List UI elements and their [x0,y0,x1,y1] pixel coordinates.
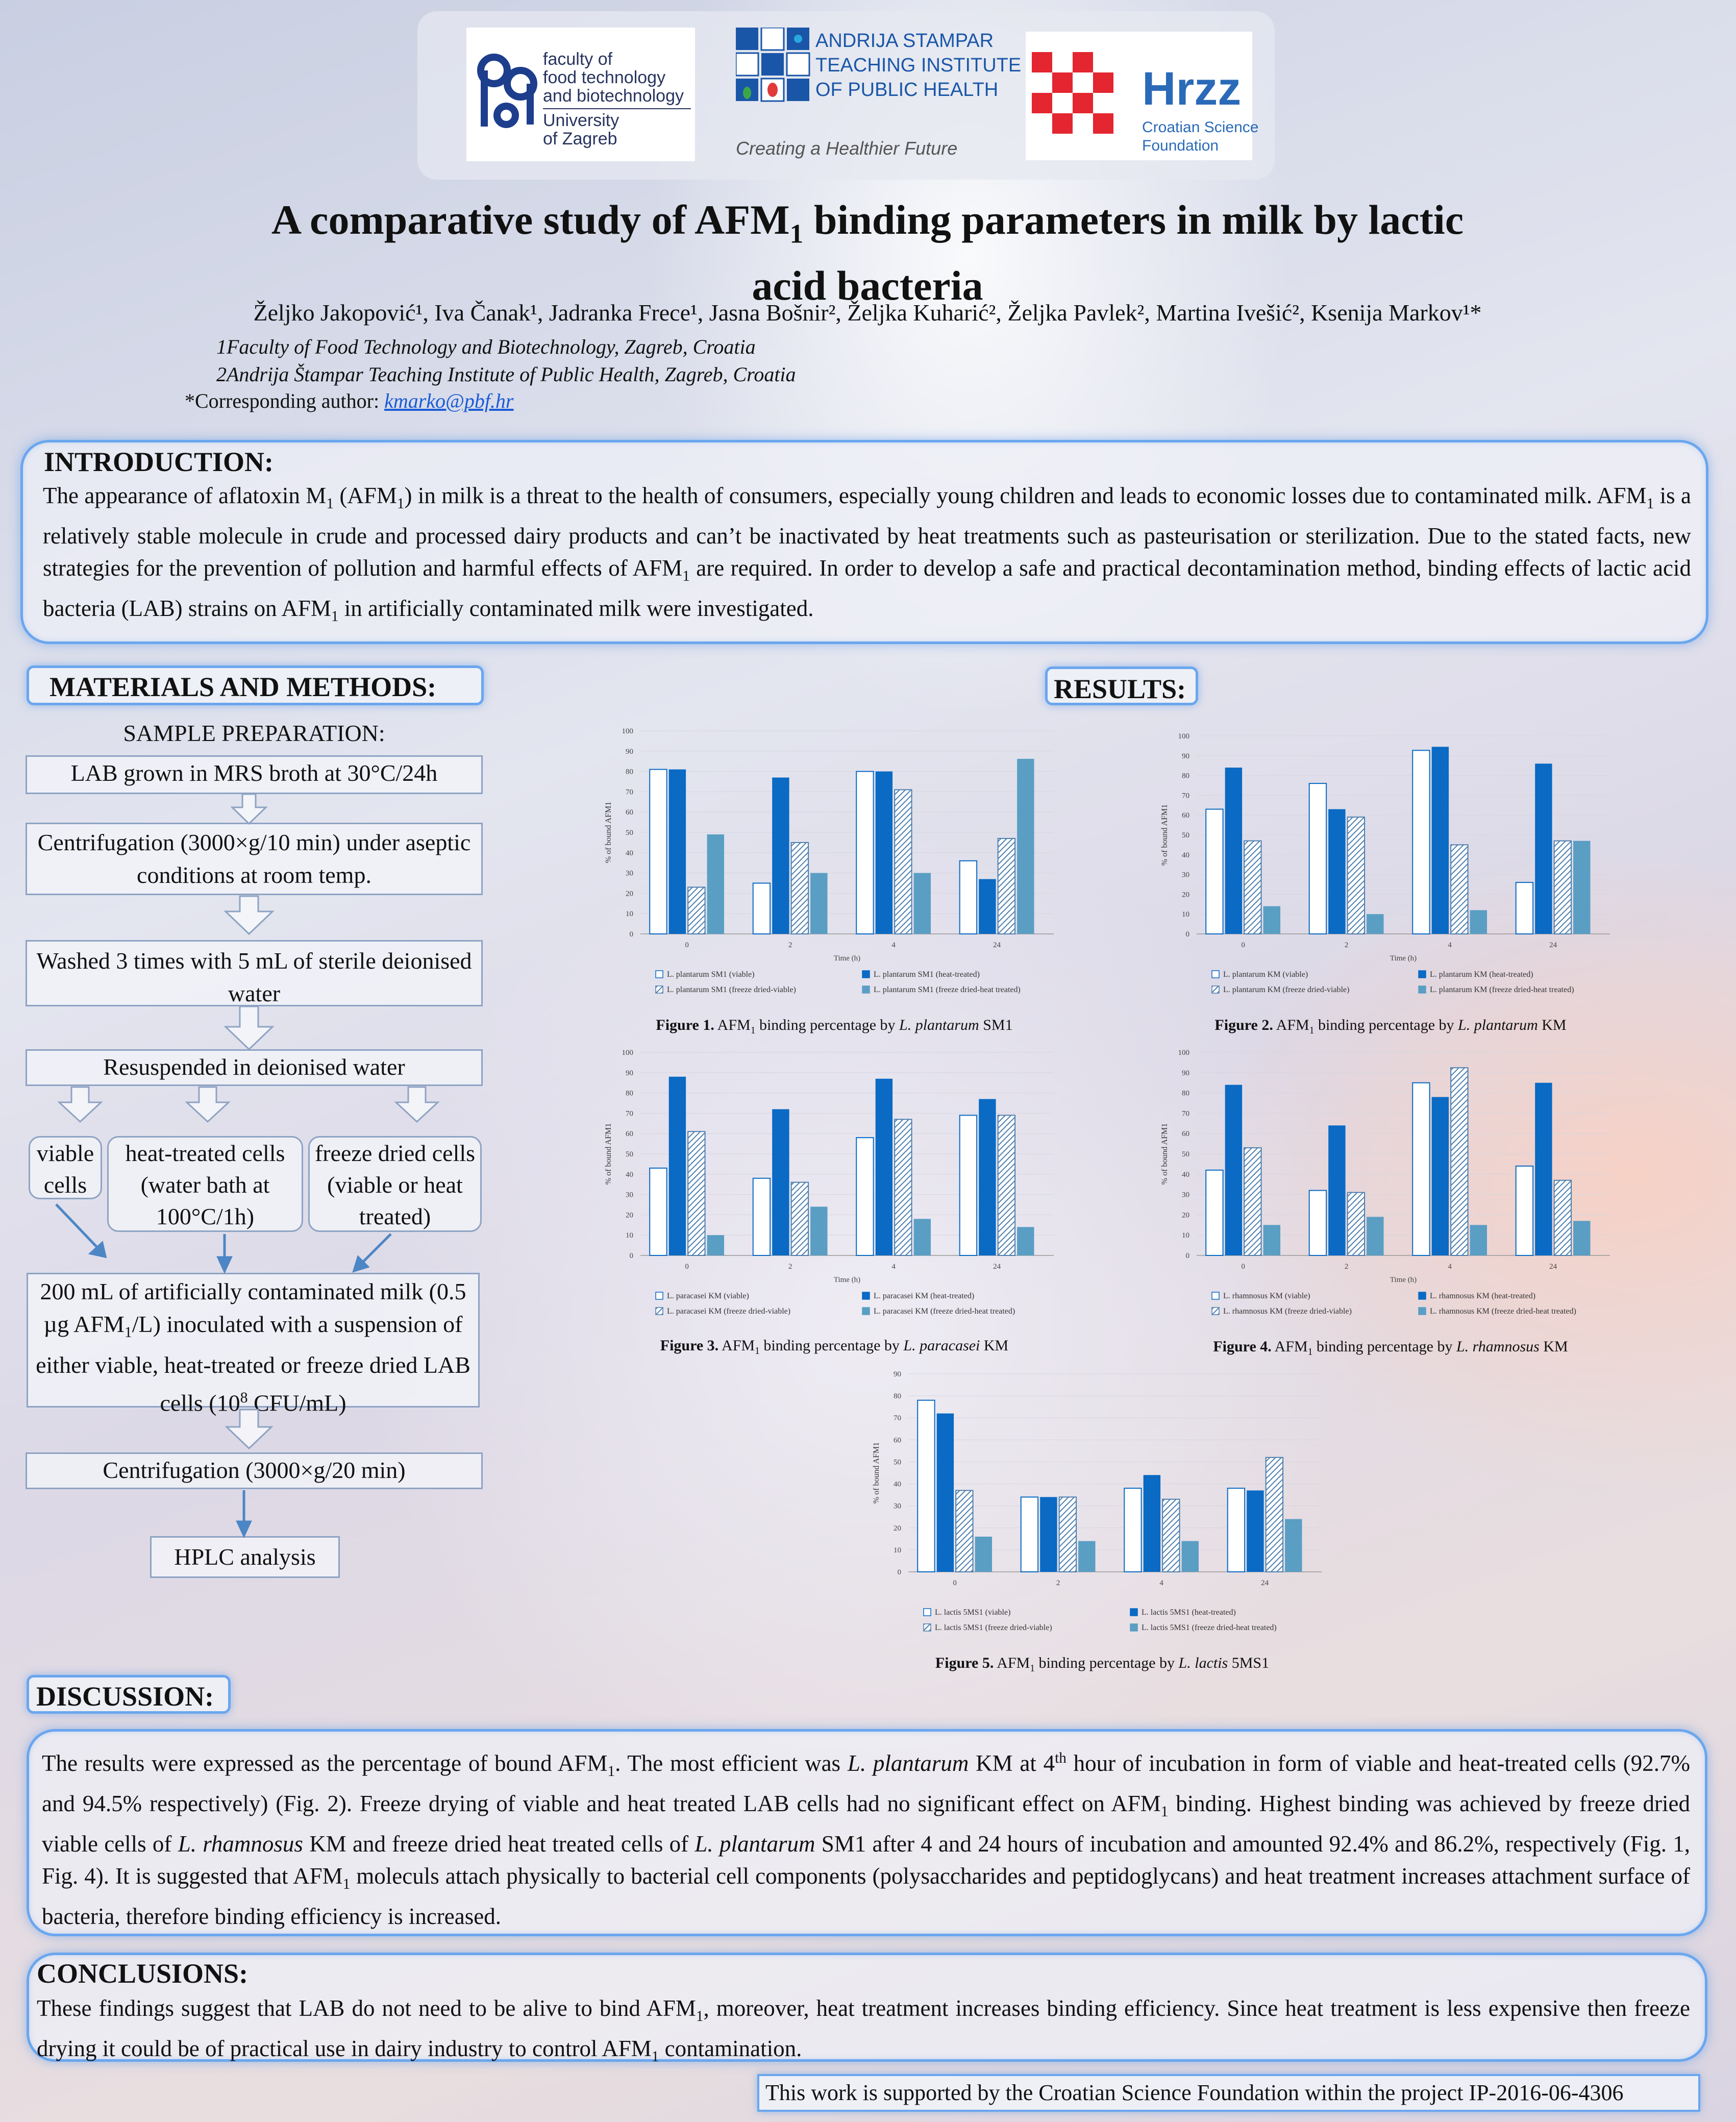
bar [1516,882,1533,934]
y-tick-label: 20 [1182,891,1189,899]
step-lab-grown: LAB grown in MRS broth at 30°C/24h [26,755,483,794]
legend-swatch [1212,971,1219,978]
legend-swatch [862,971,870,978]
bar [1412,1083,1429,1255]
y-tick-label: 40 [1182,851,1189,859]
conclusions-title: CONCLUSIONS: [37,1958,249,1989]
y-tick-label: 100 [622,1049,633,1057]
x-tick-label: 4 [891,941,896,949]
bar [1328,1125,1345,1255]
bar [917,1400,934,1572]
pbf-line1: faculty of [543,50,613,69]
figure-4-caption: Figure 4. $AFM_1$ binding percentage by L. rhamnosus KM [1213,1338,1568,1358]
legend-entry: L. plantarum KM (freeze dried-viable) [1223,985,1350,994]
stampar-line1: ANDRIJA STAMPAR [815,30,994,52]
arrow-down-1 [232,794,266,824]
legend-swatch [1130,1624,1137,1631]
legend-swatch [656,1292,663,1299]
legend-swatch [862,1307,870,1315]
legend-entry: L. plantarum SM1 (heat-treated) [874,970,980,979]
pbf-logo [466,28,695,161]
y-tick-label: 10 [1182,1231,1189,1240]
bar [1348,817,1365,934]
step-centrifugation-2: Centrifugation (3000×g/20 min) [26,1452,483,1489]
logo-bar [417,11,1275,180]
legend-entry: L. lactis 5MS1 (viable) [935,1608,1011,1617]
x-tick-label: 2 [788,1263,792,1271]
bar [1263,1225,1280,1255]
bar [1554,1180,1571,1255]
bar [960,861,977,934]
y-tick-label: 80 [894,1392,901,1401]
bar [1078,1541,1095,1572]
discussion-title: DISCUSSION: [27,1675,231,1714]
x-tick-label: 2 [788,941,792,949]
bar [956,1490,973,1572]
y-tick-label: 30 [894,1502,901,1511]
bar [1162,1499,1179,1572]
bar [1182,1541,1199,1572]
bar [914,873,931,934]
bar [1059,1497,1076,1572]
x-tick-label: 4 [891,1263,896,1271]
stampar-line2: TEACHING INSTITUTE [815,55,1022,76]
y-tick-label: 50 [1182,831,1189,840]
legend-swatch [862,1292,870,1299]
stampar-logo [736,28,1022,161]
corresponding-author: *Corresponding author: kmarko@pbf.hr [185,389,514,412]
bar [707,1235,724,1255]
bar [707,834,724,934]
pbf-line4: University [543,111,619,130]
figure-2-caption: Figure 2. $AFM_1$ binding percentage by L. plantarum KM [1214,1017,1567,1036]
legend-swatch [656,971,663,978]
y-tick-label: 60 [626,1130,633,1139]
bar [1309,783,1326,934]
bar [1206,1170,1223,1255]
hrzz-wordmark: Hrzz [1142,63,1242,115]
legend-entry: L. paracasei KM (freeze dried-viable) [667,1307,791,1316]
stampar-line3: OF PUBLIC HEALTH [815,79,999,101]
legend-swatch [862,986,870,993]
y-tick-label: 30 [626,869,633,878]
y-tick-label: 80 [626,1089,633,1098]
figure-5-caption: Figure 5. $AFM_1$ binding percentage by L. lactis 5MS1 [935,1655,1270,1674]
bar [753,1178,770,1255]
y-tick-label: 0 [629,930,633,939]
pbf-mark-icon [474,50,540,137]
bar [1285,1519,1302,1572]
y-tick-label: 100 [1178,1049,1189,1057]
bar [856,772,873,934]
x-axis-label: Time (h) [1390,1276,1417,1284]
affiliation-1: 1Faculty of Food Technology and Biotechnology, Zagreb, Croatia [216,335,756,358]
figure-4-chart [1156,1041,1625,1332]
x-tick-label: 24 [1549,941,1557,949]
figure-3-caption: Figure 3. $AFM_1$ binding percentage by L. paracasei KM [660,1337,1009,1356]
hrzz-logo-text [1142,118,1258,155]
y-tick-label: 70 [1182,792,1189,800]
y-tick-label: 0 [1185,1252,1189,1260]
y-tick-label: 70 [1182,1109,1189,1118]
y-tick-label: 40 [626,1170,633,1179]
legend-entry: L. plantarum KM (viable) [1223,970,1308,979]
bar [1535,1083,1552,1255]
y-tick-label: 90 [626,747,633,756]
bar [1021,1497,1038,1572]
x-tick-label: 2 [1056,1579,1060,1587]
y-tick-label: 90 [1182,1069,1189,1077]
x-tick-label: 0 [685,1263,689,1271]
branch-heat-treated: heat-treated cells (water bath at 100°C/1h) [107,1136,303,1232]
hrzz-logo [1026,32,1259,160]
bar [688,887,705,934]
legend-entry: L. rhamnosus KM (freeze dried-heat treated) [1430,1307,1576,1316]
bar [650,1168,666,1255]
x-tick-label: 0 [953,1579,957,1587]
legend-swatch [1212,1307,1219,1315]
bar [1554,841,1571,934]
bar [937,1414,954,1572]
bar [1367,914,1383,934]
bar [1206,809,1223,934]
legend-entry: L. lactis 5MS1 (heat-treated) [1142,1608,1236,1617]
bar [1247,1490,1263,1572]
y-tick-label: 20 [626,1211,633,1220]
step-milk-inoculation: 200 mL of artificially contaminated milk (0.5 µg $AFM_1/L$) inoculated with a suspension of either viable, heat-treated or freeze dried LAB cells ($10^8$ CFU/mL) [27,1273,480,1408]
y-tick-label: 10 [1182,910,1189,919]
step-washing: Washed 3 times with 5 mL of sterile deionised water [26,940,483,1006]
x-axis-label: Time (h) [833,954,861,963]
introduction-text: The appearance of aflatoxin $M_1$ $(AFM_1)$ in milk is a threat to the health of consumers, especially young children and leads to economic losses due to contaminated milk. $AFM_1$ is a relatively stable molecule in crude and processed dairy products and can’t be inactivated by heat treatments such as pasteurisation or sterilization. Due to the stated facts, new strategies for the prevention of pollution and harmful effects of $AFM_1$ are required. In order to develop a safe and practical decontamination method, binding effects of lactic acid bacteria (LAB) strains on $AFM_1$ in artificially contaminated milk were investigated. [43,483,1691,625]
funding-note: This work is supported by the Croatian Science Foundation within the project IP-2016-06-4306 [757,2074,1700,2112]
step-hplc: HPLC analysis [150,1536,340,1578]
bar [1348,1193,1365,1255]
bar [1470,1225,1487,1255]
y-axis-label: % of bound AFM1 [604,801,613,863]
discussion-text: The results were expressed as the percentage of bound $AFM_1$. The most efficient was L. plantarum KM at 4th hour of incubation in form of viable and heat-treated cells (92.7% and 94.5% respectively) (Fig. 2). Freeze drying of viable and heat treated LAB cells had no significant effect on $AFM_1$ binding. Highest binding was achieved by freeze dried viable cells of L. rhamnosus KM and freeze dried heat treated cells of L. plantarum SM1 after 4 and 24 hours of incubation and amounted 92.4% and 86.2%, respectively (Fig. 1, Fig. 4). It is suggested that $AFM_1$ moleculs attach physically to bacterial cell components (polysaccharides and peptidoglycans) and heat treatment increases attachment surface of bacteria, therefore binding efficiency is increased. [42,1750,1691,1929]
bar [1263,906,1280,934]
x-tick-label: 0 [685,941,689,949]
bar [1432,747,1449,934]
x-tick-label: 0 [1241,1263,1245,1271]
legend-swatch [1419,1307,1426,1315]
legend-entry: L. lactis 5MS1 (freeze dried-heat treated) [1142,1623,1277,1632]
conclusions-text: These findings suggest that LAB do not need to be alive to bind $AFM_1$, moreover, heat treatment increases binding efficiency. Since heat treatment is less expensive then freeze drying it could be of practical use in dairy industry to control $AFM_1$ contamination. [37,1995,1690,2065]
bar [1412,750,1429,934]
y-tick-label: 40 [1182,1170,1189,1179]
bar [979,879,996,934]
y-tick-label: 60 [1182,811,1189,820]
bar [895,1119,911,1255]
legend-swatch [1419,986,1426,993]
bar [688,1131,705,1255]
arrow-branch-3 [396,1087,438,1122]
bar [1144,1475,1160,1572]
corresponding-email-link[interactable]: kmarko@pbf.hr [384,389,514,412]
arrow-branch-2 [187,1087,229,1122]
legend-swatch [656,1307,663,1315]
legend-entry: L. lactis 5MS1 (freeze dried-viable) [935,1623,1052,1632]
x-tick-label: 4 [1159,1579,1163,1587]
y-tick-label: 20 [626,890,633,898]
hrzz-mark-icon [1032,52,1134,139]
y-tick-label: 80 [1182,772,1189,780]
x-axis-label: Time (h) [833,1276,861,1284]
figure-2-chart [1156,725,1625,1010]
y-tick-label: 60 [1182,1130,1189,1139]
introduction-title: INTRODUCTION: [44,447,274,477]
legend-entry: L. plantarum KM (heat-treated) [1430,970,1533,979]
bar [895,789,911,934]
y-tick-label: 100 [622,727,633,735]
pbf-line3: and biotechnology [543,86,684,106]
bar [856,1138,873,1255]
bar [975,1537,992,1572]
stampar-mark-icon [736,28,812,125]
x-tick-label: 24 [993,941,1001,949]
legend-swatch [1212,986,1219,993]
bar [1040,1497,1057,1572]
arrow-down-3 [226,1006,272,1049]
pbf-logo-text [543,50,691,148]
y-tick-label: 50 [1182,1150,1189,1158]
flow-arrows [0,791,490,1541]
bar [1451,845,1468,934]
arrow-down-4 [227,1410,271,1448]
bar [1017,759,1034,934]
sample-prep-heading: SAMPLE PREPARATION: [123,720,385,746]
pbf-line5: of Zagreb [543,129,617,149]
legend-entry: L. plantarum KM (freeze dried-heat treated) [1430,985,1574,994]
bar [1328,809,1345,934]
legend-swatch [1419,971,1426,978]
stampar-tagline: Creating a Healthier Future [736,138,958,159]
x-tick-label: 4 [1448,1263,1452,1271]
y-tick-label: 0 [1185,930,1189,939]
bar [1516,1166,1533,1255]
bar [772,778,789,934]
legend-entry: L. paracasei KM (freeze dried-heat treated) [874,1307,1015,1316]
bar [960,1115,977,1255]
arrow-fd-to-milk [360,1234,391,1265]
bar [914,1219,931,1255]
legend-entry: L. paracasei KM (viable) [667,1292,749,1300]
y-tick-label: 90 [1182,752,1189,760]
y-tick-label: 90 [894,1370,901,1378]
affiliation-2: 2Andrija Štampar Teaching Institute of Public Health, Zagreb, Croatia [216,363,796,386]
x-tick-label: 24 [993,1263,1001,1271]
y-tick-label: 70 [626,788,633,797]
bar [1432,1097,1449,1255]
y-tick-label: 60 [626,808,633,817]
y-tick-label: 30 [1182,1191,1189,1199]
figure-3-chart [600,1041,1069,1332]
y-axis-label: % of bound AFM1 [872,1442,881,1504]
y-tick-label: 40 [894,1480,901,1489]
y-tick-label: 20 [894,1524,901,1533]
bar [1244,841,1261,934]
x-tick-label: 4 [1448,941,1452,949]
results-title: RESULTS: [1045,667,1198,705]
bar [1225,1085,1242,1255]
bar [1451,1068,1468,1255]
legend-swatch [924,1609,931,1616]
arrow-down-2 [226,896,272,934]
arrow-viable-to-milk [56,1204,100,1250]
x-tick-label: 2 [1344,1263,1349,1271]
figure-1-caption: Figure 1. $AFM_1$ binding percentage by L. plantarum SM1 [656,1017,1013,1036]
y-tick-label: 70 [626,1109,633,1118]
y-tick-label: 80 [626,768,633,776]
bar [810,873,827,934]
x-tick-label: 24 [1261,1579,1269,1587]
bar [753,883,770,934]
y-tick-label: 20 [1182,1211,1189,1220]
y-tick-label: 80 [1182,1089,1189,1098]
legend-entry: L. rhamnosus KM (viable) [1223,1292,1310,1300]
bar [1470,910,1487,934]
legend-entry: L. rhamnosus KM (heat-treated) [1430,1292,1536,1300]
bar [1266,1458,1283,1572]
branch-freeze-dried: freeze dried cells (viable or heat treated) [308,1136,482,1232]
legend-swatch [1130,1609,1137,1616]
y-axis-label: % of bound AFM1 [604,1123,613,1185]
y-tick-label: 50 [626,829,633,837]
x-axis-label: Time (h) [1390,954,1417,963]
bar [876,1079,892,1255]
bar [810,1206,827,1255]
legend-swatch [924,1624,931,1631]
y-tick-label: 60 [894,1436,901,1445]
bar [669,770,686,934]
bar [1309,1191,1326,1255]
pbf-line2: food technology [543,68,666,87]
bar [650,770,666,934]
x-tick-label: 24 [1549,1263,1557,1271]
bar [1228,1488,1245,1572]
methods-title: MATERIALS AND METHODS: [27,665,484,705]
step-resuspended: Resuspended in deionised water [26,1049,483,1086]
y-tick-label: 30 [626,1191,633,1199]
y-tick-label: 50 [626,1150,633,1158]
y-tick-label: 0 [629,1252,633,1260]
y-tick-label: 100 [1178,732,1189,741]
legend-entry: L. plantarum SM1 (viable) [667,970,755,979]
bar [791,843,808,934]
bar [1244,1148,1261,1255]
arrow-branch-1 [59,1087,101,1122]
figure-5-chart [867,1363,1337,1648]
authors: Željko Jakopović¹, Iva Čanak¹, Jadranka Frece¹, Jasna Bošnir², Željka Kuharić², Željka Pavlek², Martina Ivešić², Ksenija Markov¹* [253,300,1482,326]
stampar-logo-text [815,29,1021,102]
hrzz-line1: Croatian Science [1142,119,1259,136]
y-axis-label: % of bound AFM1 [1160,1123,1169,1185]
bar [772,1109,789,1255]
bar [1367,1217,1383,1255]
x-tick-label: 0 [1241,941,1245,949]
legend-swatch [1419,1292,1426,1299]
bar [1573,1221,1590,1255]
y-tick-label: 0 [897,1568,901,1576]
y-tick-label: 50 [894,1458,901,1467]
x-tick-label: 2 [1344,941,1349,949]
y-axis-label: % of bound AFM1 [1160,804,1169,866]
y-tick-label: 10 [626,910,633,919]
bar [1535,763,1552,934]
legend-entry: L. plantarum SM1 (freeze dried-viable) [667,985,796,994]
legend-swatch [656,986,663,993]
hrzz-line2: Foundation [1142,137,1219,154]
bar [1225,768,1242,934]
step-centrifugation-1: Centrifugation (3000×g/10 min) under aseptic conditions at room temp. [26,823,483,895]
branch-viable-cells: viable cells [29,1136,102,1199]
bar [979,1099,996,1255]
bar [1124,1488,1141,1572]
bar [998,838,1015,934]
legend-entry: L. plantarum SM1 (freeze dried-heat treated) [874,985,1021,994]
y-tick-label: 30 [1182,871,1189,879]
legend-entry: L. rhamnosus KM (freeze dried-viable) [1223,1307,1352,1316]
figure-1-chart [600,720,1069,1010]
y-tick-label: 90 [626,1069,633,1077]
legend-swatch [1212,1292,1219,1299]
poster-title: A comparative study of $AFM_1$ binding parameters in milk by lactic acid bacteria [153,194,1582,312]
bar [1017,1227,1034,1255]
y-tick-label: 40 [626,849,633,857]
y-tick-label: 70 [894,1414,901,1423]
y-tick-label: 10 [626,1231,633,1240]
legend-entry: L. paracasei KM (heat-treated) [874,1292,975,1300]
bar [791,1182,808,1255]
y-tick-label: 10 [894,1546,901,1555]
bar [998,1115,1015,1255]
bar [876,772,892,934]
bar [1573,841,1590,934]
bar [669,1077,686,1255]
poster-title-line2: acid bacteria [752,262,983,309]
